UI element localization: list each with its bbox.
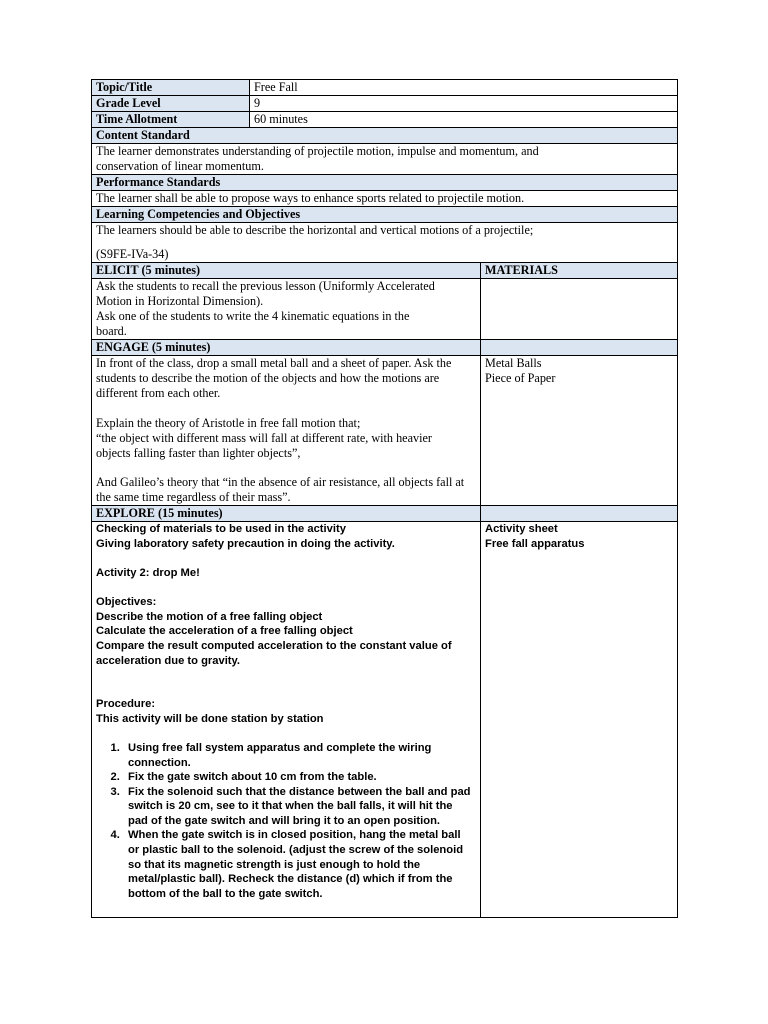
time-label: Time Allotment [92, 112, 250, 128]
topic-row [92, 80, 678, 96]
content-standard-text: The learner demonstrates understanding of projectile motion, impulse and momentum, and conservation of linear momentum. [92, 144, 678, 175]
topic-value: Free Fall [250, 80, 678, 96]
grade-label: Grade Level [92, 96, 250, 112]
engage-header [92, 340, 678, 356]
procedure-step: 1. Using free fall system apparatus and complete the wiring connection. [123, 741, 472, 770]
engage-material-1: Metal Balls [485, 356, 542, 370]
topic-label: Topic/Title [92, 80, 250, 96]
objective-2: Calculate the acceleration of a free falling object [96, 625, 353, 638]
objective-3: Compare the result computed acceleration to the constant value of acceleration due to gravity. [96, 639, 452, 667]
competencies-text: The learners should be able to describe the horizontal and vertical motions of a projectile; [96, 223, 534, 237]
grade-value: 9 [250, 96, 678, 112]
engage-paragraph-2a: Explain the theory of Aristotle in free fall motion that; [96, 415, 361, 430]
competencies-code: (S9FE-IVa-34) [96, 247, 169, 261]
elicit-line-1: Ask the students to recall the previous lesson (Uniformly Accelerated Motion in Horizontal Dimension). [96, 279, 435, 308]
time-value: 60 minutes [250, 112, 678, 128]
performance-standards-text: The learner shall be able to propose ways to enhance sports related to projectile motion. [92, 191, 678, 207]
elicit-header [92, 263, 678, 279]
engage-row [92, 356, 678, 506]
procedure-step: 4. When the gate switch is in closed position, hang the metal ball or plastic ball to the solenoid. (adjust the screw of the solenoid so that its magnetic strength is just enough to hold the metal/plastic ball). Recheck the distance (d) which if from the bottom of the ball to the gate switch. [123, 828, 472, 901]
competencies-header [92, 207, 678, 223]
objective-1: Describe the motion of a free falling object [96, 610, 323, 623]
explore-row [92, 522, 678, 918]
procedure-heading: Procedure: [96, 698, 156, 711]
content-standard-row [92, 144, 678, 175]
grade-row [92, 96, 678, 112]
competencies-row [92, 223, 678, 263]
engage-paragraph-1: In front of the class, drop a small metal ball and a sheet of paper. Ask the students to describe the motion of the objects and how the motions are different from each other. [96, 356, 452, 400]
elicit-line-2: Ask one of the students to write the 4 kinematic equations in the board. [96, 309, 410, 338]
explore-header [92, 506, 678, 522]
explore-line-1: Checking of materials to be used in the activity [96, 523, 346, 536]
lesson-plan [91, 79, 677, 918]
procedure-step: 2. Fix the gate switch about 10 cm from the table. [123, 770, 472, 785]
objectives-heading: Objectives: [96, 596, 157, 609]
explore-heading: EXPLORE (15 minutes) [92, 506, 481, 522]
activity-title: Activity 2: drop Me! [96, 566, 200, 579]
explore-material-2: Free fall apparatus [485, 537, 585, 550]
performance-standards-header [92, 175, 678, 191]
procedure-steps [96, 741, 476, 902]
engage-heading: ENGAGE (5 minutes) [92, 340, 481, 356]
explore-line-2: Giving laboratory safety precaution in doing the activity. [96, 537, 395, 550]
time-row [92, 112, 678, 128]
engage-material-2: Piece of Paper [485, 371, 556, 385]
performance-standards-heading: Performance Standards [92, 175, 678, 191]
performance-standards-row [92, 191, 678, 207]
lesson-plan-table [91, 79, 678, 918]
engage-paragraph-3: And Galileo’s theory that “in the absence of air resistance, all objects fall at the same time regardless of their mass”. [96, 475, 465, 505]
engage-paragraph-2b: “the object with different mass will fall at different rate, with heavier objects falling faster than lighter objects”, [96, 430, 432, 460]
competencies-heading: Learning Competencies and Objectives [92, 207, 678, 223]
content-standard-header [92, 128, 678, 144]
materials-heading: MATERIALS [481, 263, 678, 279]
content-standard-heading: Content Standard [92, 128, 678, 144]
elicit-heading: ELICIT (5 minutes) [92, 263, 481, 279]
explore-material-1: Activity sheet [485, 523, 558, 536]
elicit-materials [481, 279, 678, 340]
procedure-step: 3. Fix the solenoid such that the distance between the ball and pad switch is 20 cm, see to it that when the ball falls, it will hit the pad of the gate switch and will bring it to an open position. [123, 785, 472, 829]
elicit-row [92, 279, 678, 340]
procedure-intro: This activity will be done station by station [96, 712, 324, 725]
